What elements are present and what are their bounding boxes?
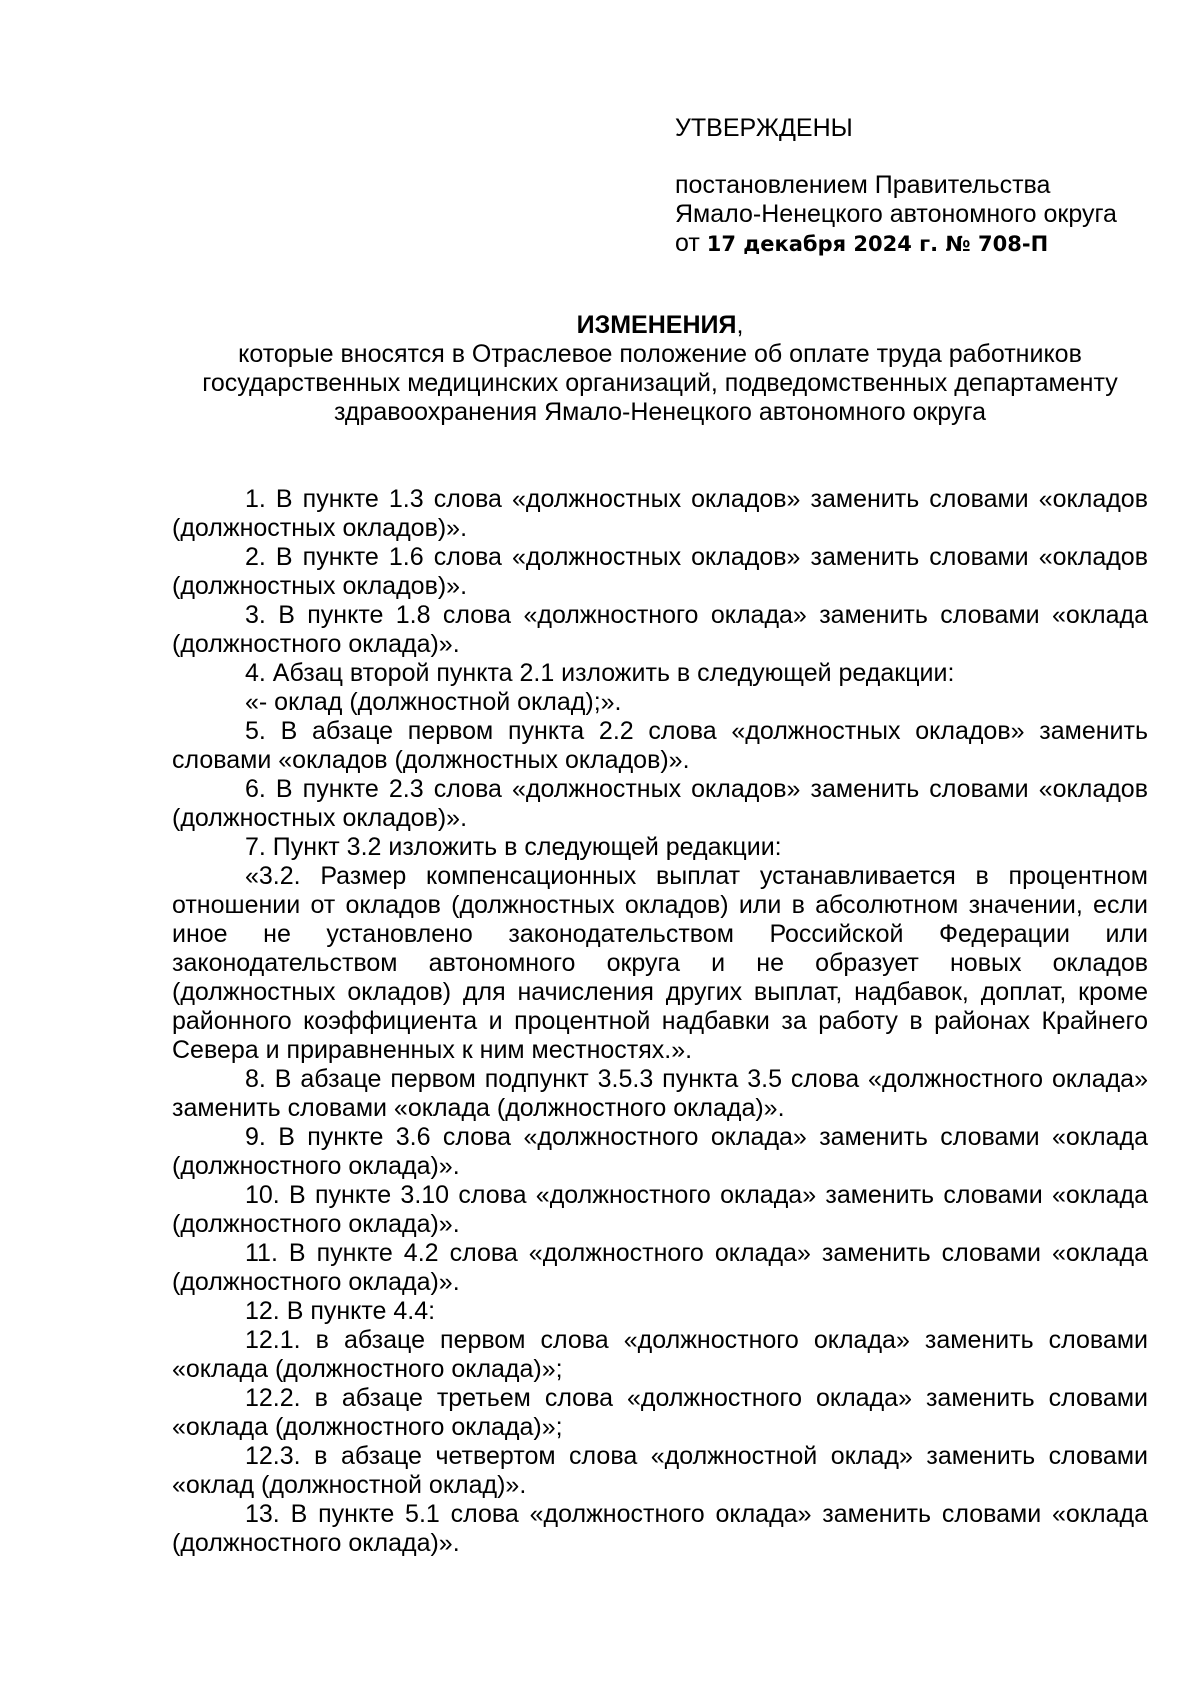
heading-subtitle: которые вносятся в Отраслевое положение об оплате труда работников государственных медицинских организаций, подведомственных департаменту здравоохранения Ямало-Ненецкого автономного округа xyxy=(202,340,1118,426)
paragraph-10: 10. В пункте 3.10 слова «должностного оклада» заменить словами «оклада (должностного оклада)». xyxy=(172,1181,1148,1238)
paragraph-12-2: 12.2. в абзаце третьем слова «должностного оклада» заменить словами «оклада (должностного оклада)»; xyxy=(172,1384,1148,1441)
document-body xyxy=(172,485,1148,1558)
paragraph-12-1: 12.1. в абзаце первом слова «должностного оклада» заменить словами «оклада (должностного оклада)»; xyxy=(172,1326,1148,1383)
approval-date-prefix: от xyxy=(675,229,707,257)
paragraph-4-quote: «- оклад (должностной оклад);». xyxy=(245,688,622,716)
paragraph-12-3: 12.3. в абзаце четвертом слова «должностной оклад» заменить словами «оклад (должностной оклад)». xyxy=(172,1442,1148,1499)
document-heading xyxy=(172,311,1148,427)
approval-line-2: Ямало-Ненецкого автономного округа xyxy=(675,200,1117,228)
heading-title-suffix: , xyxy=(736,311,744,339)
approval-line-1: постановлением Правительства xyxy=(675,171,1051,199)
paragraph-11: 11. В пункте 4.2 слова «должностного оклада» заменить словами «оклада (должностного оклада)». xyxy=(172,1239,1148,1296)
paragraph-7: 7. Пункт 3.2 изложить в следующей редакции: xyxy=(245,833,782,861)
paragraph-3: 3. В пункте 1.8 слова «должностного оклада» заменить словами «оклада (должностного оклада)». xyxy=(172,601,1148,658)
paragraph-9: 9. В пункте 3.6 слова «должностного оклада» заменить словами «оклада (должностного оклада)». xyxy=(172,1123,1148,1180)
paragraph-1: 1. В пункте 1.3 слова «должностных окладов» заменить словами «окладов (должностных окладов)». xyxy=(172,485,1148,542)
approval-title: УТВЕРЖДЕНЫ xyxy=(675,114,853,142)
approval-block xyxy=(675,114,1155,259)
paragraph-8: 8. В абзаце первом подпункт 3.5.3 пункта 3.5 слова «должностного оклада» заменить словами «оклада (должностного оклада)». xyxy=(172,1065,1148,1122)
paragraph-6: 6. В пункте 2.3 слова «должностных окладов» заменить словами «окладов (должностных окладов)». xyxy=(172,775,1148,832)
approval-date: 17 декабря 2024 г. № 708-П xyxy=(706,232,1049,256)
approval-date-line xyxy=(675,229,1155,259)
heading-title: ИЗМЕНЕНИЯ xyxy=(576,311,737,339)
paragraph-7-quote: «3.2. Размер компенсационных выплат устанавливается в процентном отношении от окладов (должностных окладов) или в абсолютном значении, если иное не установлено законодательством Российской Федерации или законодательством автономного округа и не образует новых окладов (должностных окладов) для начисления других выплат, надбавок, доплат, кроме районного коэффициента и процентной надбавки за работу в районах Крайнего Севера и приравненных к ним местностях.». xyxy=(172,862,1148,1064)
paragraph-4: 4. Абзац второй пункта 2.1 изложить в следующей редакции: xyxy=(245,659,955,687)
paragraph-2: 2. В пункте 1.6 слова «должностных окладов» заменить словами «окладов (должностных окладов)». xyxy=(172,543,1148,600)
paragraph-12: 12. В пункте 4.4: xyxy=(245,1297,436,1325)
heading-title-line xyxy=(172,311,1148,340)
paragraph-5: 5. В абзаце первом пункта 2.2 слова «должностных окладов» заменить словами «окладов (должностных окладов)». xyxy=(172,717,1148,774)
paragraph-13: 13. В пункте 5.1 слова «должностного оклада» заменить словами «оклада (должностного оклада)». xyxy=(172,1500,1148,1557)
